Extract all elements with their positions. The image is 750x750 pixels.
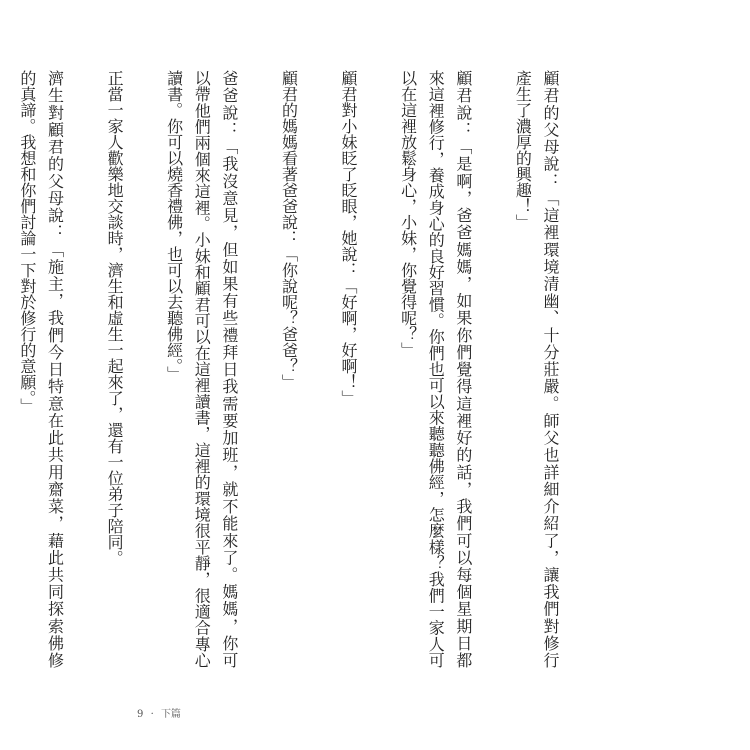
text-column: 來這裡修行，養成身心的良好習慣。你們也可以來聽聽佛經，怎麼樣？我們一家人可 bbox=[426, 70, 446, 668]
text-column: 正當一家人歡樂地交談時，濟生和虛生一起來了，還有一位弟子陪同。 bbox=[105, 70, 125, 566]
paragraph bbox=[394, 70, 509, 668]
paragraph bbox=[275, 70, 335, 668]
footer-separator: · bbox=[150, 709, 154, 720]
text-column: 顧君的媽媽看著爸爸說：「你說呢？爸爸？」 bbox=[279, 70, 299, 390]
body-text bbox=[17, 70, 596, 668]
text-column: 顧君說：「是啊，爸爸媽媽，如果你們覺得這裡好的話，我們可以每個星期日都 bbox=[453, 70, 473, 668]
paragraph bbox=[100, 70, 160, 668]
section-title: 下篇 bbox=[160, 709, 181, 720]
text-column: 爸爸說：「我沒意見，但如果有些禮拜日我需要加班，就不能來了。媽媽，你可 bbox=[219, 70, 239, 668]
text-column: 產生了濃厚的興趣！」 bbox=[513, 70, 533, 230]
paragraph bbox=[509, 70, 596, 668]
page-footer bbox=[137, 705, 185, 720]
paragraph bbox=[13, 70, 100, 668]
page-number: 9 bbox=[137, 709, 144, 720]
text-column: 以在這裡放鬆身心，小妹，你覺得呢？」 bbox=[398, 70, 418, 358]
text-column: 顧君的父母說：「這裡環境清幽、十分莊嚴。師父也詳細介紹了，讓我們對修行 bbox=[541, 70, 560, 668]
text-column: 的真諦。我想和你們討論一下對於修行的意願。」 bbox=[17, 70, 37, 414]
text-column: 顧君對小妹眨了眨眼，她說：「好啊，好啊！」 bbox=[339, 70, 359, 406]
text-column: 濟生對顧君的父母說：「施主，我們今日特意在此共用齋菜，藉此共同探索佛修 bbox=[45, 70, 65, 668]
text-column bbox=[0, 70, 13, 668]
paragraph bbox=[334, 70, 394, 668]
text-column: 以帶他們兩個來這裡。小妹和顧君可以在這裡讀書，這裡的環境很平靜，很適合專心 bbox=[192, 70, 212, 668]
text-column: 讀書。你可以燒香禮佛，也可以去聽佛經。」 bbox=[164, 70, 184, 382]
paragraph bbox=[0, 70, 13, 668]
paragraph bbox=[160, 70, 275, 668]
